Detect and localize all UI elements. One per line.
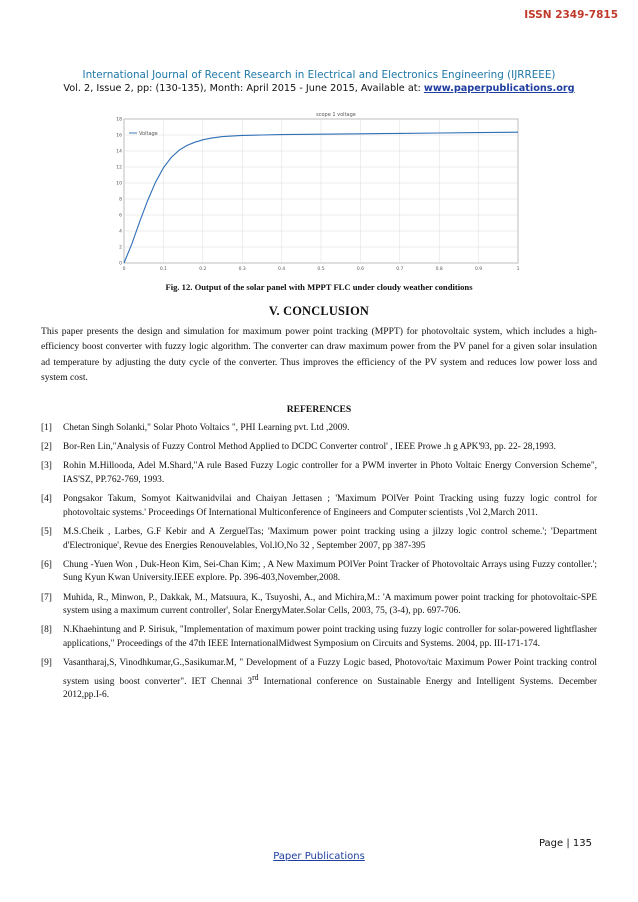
- x-tick-label: 0: [122, 267, 126, 272]
- reference-number: [9]: [41, 658, 52, 669]
- reference-text: Chung -Yuen Won , Duk-Heon Kim, Sei-Chan Kim; , A New Maximum POlVer Point Tracker of Photovoltaic Arrays using Fuzzy contoller.'; Sung Kyun Kwan University.IEEE explore. Pp. 396-403,November,2008.: [63, 559, 597, 584]
- y-tick-label: 0: [119, 261, 122, 267]
- journal-title: International Journal of Recent Research in Electrical and Electronics Engineering (IJRREEE): [82, 69, 556, 81]
- references-list: [41, 422, 597, 709]
- reference-number: [6]: [41, 559, 52, 570]
- reference-item: [41, 526, 597, 553]
- y-tick-label: 14: [116, 149, 122, 155]
- superscript: rd: [252, 672, 259, 682]
- reference-item: [41, 559, 597, 586]
- reference-item: [41, 493, 597, 520]
- issue-line: [40, 82, 598, 96]
- publisher-link[interactable]: Paper Publications: [273, 851, 365, 862]
- x-tick-label: 0.5: [317, 267, 325, 272]
- section-title: V. CONCLUSION: [268, 304, 370, 318]
- issue-details: Vol. 2, Issue 2, pp: (130-135), Month: April 2015 - June 2015, Available at:: [63, 83, 424, 94]
- journal-header: [40, 68, 598, 96]
- reference-text: Pongsakor Takum, Somyot Kaitwanidvilai and Chaiyan Jettasen ; 'Maximum POlVer Point Tracking using fuzzy logic control for photovoltaic systems.' Proceedings Of International Multiconference of Engineers and Computer scientists ,Vol 2,March 2011.: [63, 494, 597, 518]
- reference-number: [7]: [41, 592, 52, 603]
- references-title: REFERENCES: [286, 404, 352, 415]
- chart-background: [112, 107, 524, 273]
- reference-text-part: International conference on Sustainable Energy and Intelligent Systems. December 2012,pp.I-6.: [63, 676, 597, 701]
- x-tick-label: 0.8: [435, 267, 443, 272]
- y-tick-label: 10: [116, 181, 122, 187]
- reference-item: [41, 624, 597, 651]
- reference-number: [1]: [41, 423, 52, 433]
- reference-text: Bor-Ren Lin,"Analysis of Fuzzy Control Method Applied to DCDC Converter control' , IEEE Prowe .h g APK'93, pp. 22- 28,1993.: [63, 442, 556, 453]
- reference-text: Chetan Singh Solanki," Solar Photo Voltaics ", PHI Learning pvt. Ltd ,2009.: [63, 423, 350, 433]
- y-tick-label: 8: [119, 197, 122, 203]
- y-tick-label: 6: [119, 213, 122, 219]
- y-tick-label: 2: [119, 245, 122, 251]
- issn-label: ISSN 2349-7815: [524, 9, 618, 21]
- legend-label: Voltage: [139, 131, 158, 137]
- y-tick-label: 16: [116, 133, 122, 139]
- reference-text: M.S.Cheik , Larbes, G.F Kebir and A ZerguelTas; 'Maximum power point tracking using a jilzzy logic control scheme.'; 'Department d'Electronique', Revue des Energies Renouvelables, Vol.lO,No 32 , September 2007, pp 387-395: [63, 526, 597, 551]
- x-tick-label: 0.3: [238, 267, 246, 272]
- x-tick-label: 0.9: [475, 267, 483, 272]
- figure-caption: Fig. 12. Output of the solar panel with MPPT FLC under cloudy weather conditions: [165, 282, 473, 292]
- reference-number: [4]: [41, 494, 52, 505]
- reference-item: [41, 422, 597, 436]
- conclusion-paragraph: This paper presents the design and simulation for maximum power point tracking (MPPT) for photovoltaic system, which includes a high-efficiency boost converter with fuzzy logic algorithm. The converter can draw maximum power from the PV panel for a given solar insulation ad temperature by adjusting the duty cycle of the converter. Thus improves the efficiency of the PV system and reduces low power loss and system cost.: [41, 326, 597, 383]
- reference-number: [5]: [41, 526, 52, 537]
- reference-number: [3]: [41, 461, 52, 472]
- reference-item: [41, 441, 597, 455]
- x-tick-label: 0.2: [199, 267, 207, 272]
- y-tick-label: 18: [116, 117, 122, 123]
- reference-number: [8]: [41, 625, 52, 636]
- voltage-chart: [112, 107, 524, 273]
- reference-item: [41, 460, 597, 487]
- reference-item: [41, 592, 597, 619]
- y-tick-label: 4: [119, 229, 122, 235]
- x-tick-label: 0.7: [396, 267, 404, 272]
- journal-url-link[interactable]: www.paperpublications.org: [423, 83, 575, 94]
- x-tick-label: 0.6: [356, 267, 364, 272]
- x-tick-label: 0.4: [278, 267, 286, 272]
- reference-text-part: Vasantharaj,S, Vinodhkumar,G.,Sasikumar.M, " Development of a Fuzzy Logic based, Photovo/taic Maximum Power Point tracking control system using boost converter". IET Chennai 3: [63, 658, 597, 687]
- reference-text: [63, 657, 597, 703]
- reference-text: Muhida, R., Minwon, P., Dakkak, M., Matsuura, K., Tsuyoshi, A., and Michira,M.: 'A maximum power point tracking for photovoltaic-SPE system using a maximum current controller', Solar EnergyMater.Solar Cells, 2003, 75, (3-4), pp. 697-706.: [63, 592, 597, 617]
- chart-title: scope 1 voltage: [316, 112, 356, 118]
- x-tick-label: 0.1: [159, 267, 167, 272]
- reference-text: Rohin M.Hillooda, Adel M.Shard,"A rule Based Fuzzy Logic controller for a PWM inverter in Photo Voltaic Energy Conversion Scheme", IAS'SZ, PP.762-769, 1993.: [63, 461, 597, 485]
- page-number: Page | 135: [538, 838, 592, 849]
- reference-item: [41, 657, 597, 703]
- y-tick-label: 12: [116, 165, 122, 171]
- x-tick-label: 1: [516, 267, 520, 272]
- reference-text: N.Khaehintung and P. Sirisuk, "Implementation of maximum power point tracking using fuzzy logic controller for solar-powered lightflasher applications," Proceedings of the 47th IEEE InternationalMidwest Symposium on Circuits and Systems. 2004, pp. III-171-174.: [63, 625, 597, 649]
- reference-number: [2]: [41, 442, 52, 453]
